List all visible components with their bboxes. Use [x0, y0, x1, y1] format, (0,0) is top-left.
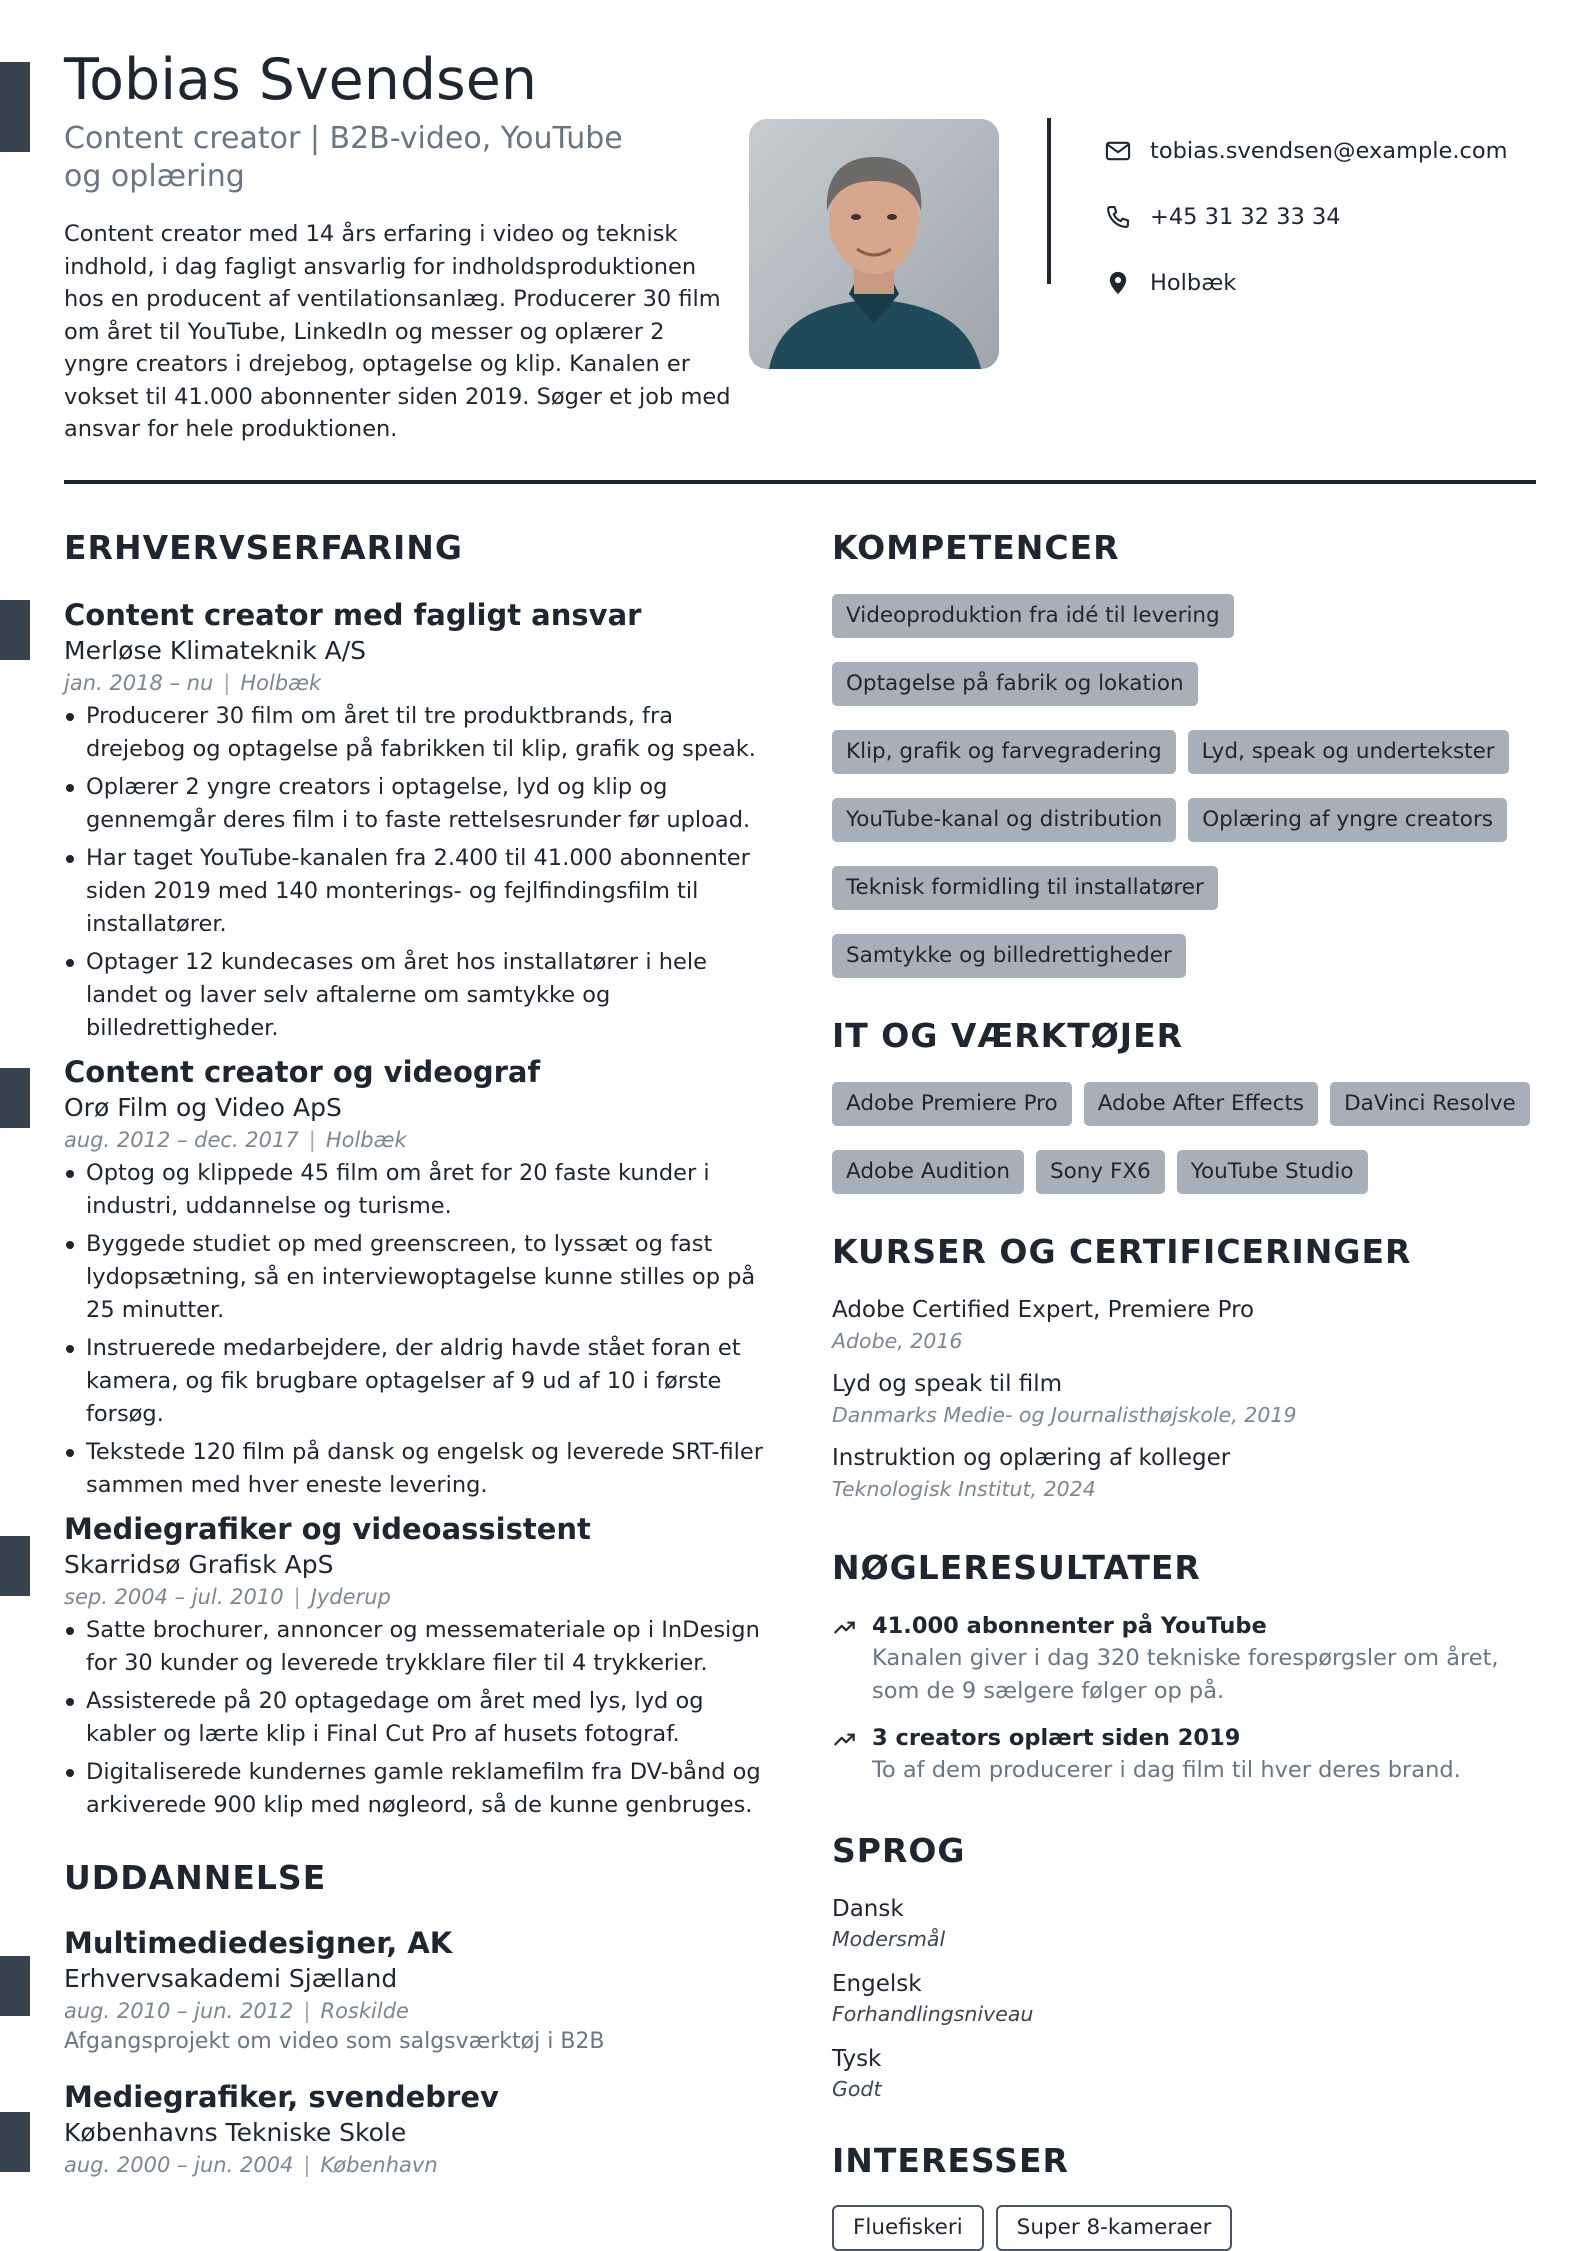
language-level: Modersmål [832, 1927, 946, 1951]
job-3 [64, 1510, 764, 1822]
job-company: Orø Film og Video ApS [64, 1093, 342, 1122]
job-1 [64, 596, 764, 1045]
job-title: Content creator og videograf [64, 1055, 541, 1089]
contact-divider [1047, 118, 1051, 284]
tools-title: IT OG VÆRKTØJER [832, 1016, 1184, 1055]
bullet-item: Satte brochurer, annoncer og messemateriale op i InDesign for 30 kunder og leverede trykklare filer til 4 trykkerier. [64, 1614, 764, 1680]
contact-phone-text: +45 31 32 33 34 [1150, 204, 1341, 230]
accent-bar-job-1 [0, 600, 30, 660]
bullet-item: Instruerede medarbejdere, der aldrig havde stået foran et kamera, og fik brugbare optagelser af 9 ud af 10 i første forsøg. [64, 1332, 764, 1431]
language-item [832, 1893, 1536, 1953]
accent-bar-header [0, 62, 30, 152]
language-item [832, 1968, 1536, 2028]
profile-photo-illustration [749, 119, 999, 369]
skill-tag: Teknisk formidling til installatører [832, 866, 1218, 910]
candidate-tagline: Content creator | B2B-video, YouTube og oplæring [64, 121, 623, 194]
profile-summary: Content creator med 14 års erfaring i video og teknisk indhold, i dag fagligt ansvarlig for indholdsproduktionen hos en producent af ventilationsanlæg. Producerer 30 film om året til YouTube, LinkedIn og messer og oplærer 2 yngre creators i drejebog, optagelse og klip. Kanalen er vokset til 41.000 abonnenter siden 2019. Søger et job med ansvar for hele produktionen. [64, 221, 731, 442]
experience-title: ERHVERVSERFARING [64, 528, 464, 567]
education-note: Afgangsprojekt om video som salgsværktøj i B2B [64, 2029, 605, 2054]
education-2 [64, 2078, 764, 2180]
education-degree: Multimediedesigner, AK [64, 1926, 453, 1960]
bullet-item: Har taget YouTube-kanalen fra 2.400 til 41.000 abonnenter siden 2019 med 140 monterings- og fejlfindingsfilm til installatører. [64, 842, 764, 941]
job-place: Holbæk [240, 671, 322, 695]
education-title: UDDANNELSE [64, 1858, 327, 1897]
right-column [832, 520, 1536, 2251]
education-meta: aug. 2010 – jun. 2012 | Roskilde [64, 1999, 409, 2023]
job-period: jan. 2018 – nu [64, 671, 214, 695]
skill-tag: Optagelse på fabrik og lokation [832, 662, 1198, 706]
course-issuer: Teknologisk Institut, 2024 [832, 1477, 1096, 1501]
skill-tag: Videoproduktion fra idé til levering [832, 594, 1234, 638]
course-item [832, 1442, 1536, 1504]
job-period: aug. 2012 – dec. 2017 [64, 1128, 299, 1152]
education-school: Københavns Tekniske Skole [64, 2118, 407, 2147]
skill-tag: YouTube-kanal og distribution [832, 798, 1176, 842]
bullet-item: Assisterede på 20 optagedage om året med lys, lyd og kabler og lærte klip i Final Cut Pro af husets fotograf. [64, 1685, 764, 1751]
course-issuer: Adobe, 2016 [832, 1329, 963, 1353]
envelope-icon [1104, 137, 1132, 165]
courses-list [832, 1294, 1536, 1504]
accent-bar-edu-1 [0, 1956, 30, 2016]
skill-tag: Lyd, speak og undertekster [1188, 730, 1509, 774]
course-name: Instruktion og oplæring af kolleger [832, 1445, 1231, 1471]
contact-email[interactable] [1104, 118, 1508, 184]
bullet-item: Byggede studiet op med greenscreen, to lyssæt og fast lydopsætning, så en interviewoptagelse kunne stilles op på 25 minutter. [64, 1228, 764, 1327]
language-name: Tysk [832, 2046, 882, 2072]
course-name: Adobe Certified Expert, Premiere Pro [832, 1297, 1255, 1323]
resume-header [64, 44, 1536, 482]
tools-tags [832, 1082, 1536, 1194]
result-title: 41.000 abonnenter på YouTube [872, 1613, 1267, 1639]
job-bullets [64, 1614, 764, 1822]
bullet-item: Oplærer 2 yngre creators i optagelse, lyd og klip og gennemgår deres film i to faste rettelsesrunder før upload. [64, 771, 764, 837]
language-level: Godt [832, 2077, 882, 2101]
bullet-item: Tekstede 120 film på dansk og engelsk og leverede SRT-filer sammen med hver eneste levering. [64, 1436, 764, 1502]
job-place: Holbæk [325, 1128, 407, 1152]
job-company: Merløse Klimateknik A/S [64, 636, 367, 665]
education-meta: aug. 2000 – jun. 2004 | København [64, 2153, 438, 2177]
trending-up-icon [832, 1614, 858, 1640]
tool-tag: Sony FX6 [1036, 1150, 1165, 1194]
location-pin-icon [1104, 269, 1132, 297]
phone-icon [1104, 203, 1132, 231]
bullet-item: Producerer 30 film om året til tre produktbrands, fra drejebog og optagelse på fabrikken til klip, grafik og speak. [64, 700, 764, 766]
language-level: Forhandlingsniveau [832, 2002, 1034, 2026]
left-column [64, 520, 764, 2180]
interests-title: INTERESSER [832, 2141, 1069, 2180]
bullet-item: Digitaliserede kundernes gamle reklamefilm fra DV-bånd og arkiverede 900 klip med nøgleord, så de kunne genbruges. [64, 1756, 764, 1822]
languages-title: SPROG [832, 1831, 966, 1870]
job-title: Content creator med fagligt ansvar [64, 598, 642, 632]
candidate-name: Tobias Svendsen [64, 47, 537, 113]
contact-phone[interactable] [1104, 184, 1508, 250]
tool-tag: Adobe Audition [832, 1150, 1024, 1194]
skill-tag: Samtykke og billedrettigheder [832, 934, 1186, 978]
job-meta: jan. 2018 – nu | Holbæk [64, 671, 322, 695]
tool-tag: YouTube Studio [1177, 1150, 1368, 1194]
skills-tags [832, 594, 1532, 978]
skill-tag: Klip, grafik og farvegradering [832, 730, 1176, 774]
interests-tags [832, 2205, 1536, 2251]
accent-bar-job-3 [0, 1536, 30, 1596]
languages-list [832, 1893, 1536, 2103]
education-degree: Mediegrafiker, svendebrev [64, 2080, 499, 2114]
bullet-item: Optog og klippede 45 film om året for 20 faste kunder i industri, uddannelse og turisme. [64, 1157, 764, 1223]
bullet-item: Optager 12 kundecases om året hos installatører i hele landet og laver selv aftalerne om samtykke og billedrettigheder. [64, 946, 764, 1045]
language-name: Dansk [832, 1896, 904, 1922]
skills-title: KOMPETENCER [832, 528, 1120, 567]
header-divider [64, 480, 1536, 484]
results-list [832, 1610, 1536, 1787]
profile-photo [749, 119, 999, 369]
contact-location [1104, 250, 1508, 316]
trending-up-icon [832, 1726, 858, 1752]
job-bullets [64, 700, 764, 1045]
contact-location-text: Holbæk [1150, 270, 1237, 296]
result-description: Kanalen giver i dag 320 tekniske forespørgsler om året, som de 9 sælgere følger op på. [872, 1645, 1499, 1704]
skill-tag: Oplæring af yngre creators [1188, 798, 1507, 842]
course-item [832, 1294, 1536, 1356]
contact-email-text: tobias.svendsen@example.com [1150, 138, 1508, 164]
result-item [832, 1722, 1536, 1787]
job-2 [64, 1053, 764, 1502]
education-1 [64, 1924, 764, 2058]
interest-tag: Fluefiskeri [832, 2205, 984, 2251]
language-name: Engelsk [832, 1971, 922, 1997]
accent-bar-job-2 [0, 1068, 30, 1128]
tool-tag: DaVinci Resolve [1330, 1082, 1530, 1126]
job-meta: aug. 2012 – dec. 2017 | Holbæk [64, 1128, 407, 1152]
tool-tag: Adobe Premiere Pro [832, 1082, 1072, 1126]
result-description: To af dem producerer i dag film til hver deres brand. [872, 1757, 1461, 1783]
job-title: Mediegrafiker og videoassistent [64, 1512, 591, 1546]
course-name: Lyd og speak til film [832, 1371, 1063, 1397]
courses-title: KURSER OG CERTIFICERINGER [832, 1232, 1412, 1271]
job-period: sep. 2004 – jul. 2010 [64, 1585, 284, 1609]
job-company: Skarridsø Grafisk ApS [64, 1550, 334, 1579]
tool-tag: Adobe After Effects [1084, 1082, 1318, 1126]
result-title: 3 creators oplært siden 2019 [872, 1725, 1241, 1751]
course-item [832, 1368, 1536, 1430]
result-item [832, 1610, 1536, 1708]
language-item [832, 2043, 1536, 2103]
education-place: Roskilde [320, 1999, 409, 2023]
job-place: Jyderup [310, 1585, 391, 1609]
education-period: aug. 2000 – jun. 2004 [64, 2153, 294, 2177]
education-period: aug. 2010 – jun. 2012 [64, 1999, 294, 2023]
interest-tag: Super 8-kameraer [996, 2205, 1233, 2251]
contact-block [1104, 118, 1508, 316]
course-issuer: Danmarks Medie- og Journalisthøjskole, 2019 [832, 1403, 1297, 1427]
accent-bar-edu-2 [0, 2112, 30, 2172]
results-title: NØGLERESULTATER [832, 1548, 1201, 1587]
education-school: Erhvervsakademi Sjælland [64, 1964, 398, 1993]
education-place: København [320, 2153, 438, 2177]
job-meta: sep. 2004 – jul. 2010 | Jyderup [64, 1585, 391, 1609]
job-bullets [64, 1157, 764, 1502]
